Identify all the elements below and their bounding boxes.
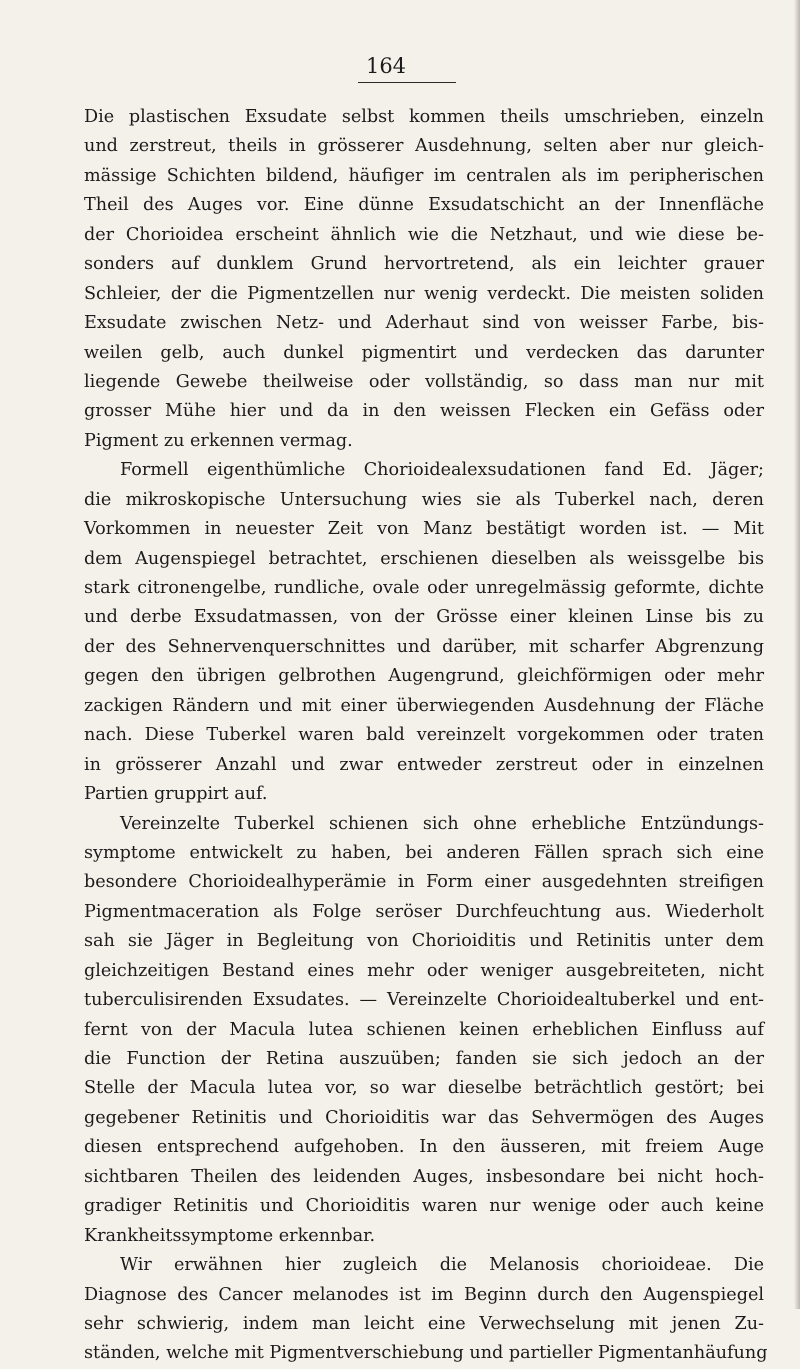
text-line: sah sie Jäger in Begleitung von Chorioiditis und Retinitis unter dem (84, 931, 764, 952)
page-number: 164 (365, 54, 407, 78)
text-line: Vereinzelte Tuberkel schienen sich ohne erhebliche Entzündungs- (120, 813, 764, 834)
text-line: dem Augenspiegel betrachtet, erschienen dieselben als weissgelbe bis (84, 548, 764, 569)
text-line: Stelle der Macula lutea vor, so war dieselbe beträchtlich gestört; bei (84, 1078, 764, 1099)
text-line: liegende Gewebe theilweise oder vollständig, so dass man nur mit (84, 371, 764, 392)
text-line: sehr schwierig, indem man leicht eine Verwechselung mit jenen Zu- (84, 1313, 764, 1334)
text-line: die Function der Retina auszuüben; fanden sie sich jedoch an der (84, 1049, 764, 1069)
text-line: weilen gelb, auch dunkel pigmentirt und verdecken das darunter (84, 342, 764, 363)
text-line: Partien gruppirt auf. (84, 784, 268, 805)
text-line: und derbe Exsudatmassen, von der Grösse einer kleinen Linse bis zu (84, 607, 764, 628)
text-line: zackigen Rändern und mit einer überwiegenden Ausdehnung der Fläche (84, 695, 764, 716)
text-line: der des Sehnervenquerschnittes und darüber, mit scharfer Abgrenzung (84, 636, 764, 657)
text-line: gleichzeitigen Bestand eines mehr oder weniger ausgebreiteten, nicht (84, 960, 764, 981)
text-line: ständen, welche mit Pigmentverschiebung und partieller Pigmentanhäufung (84, 1343, 768, 1364)
text-line: Schleier, der die Pigmentzellen nur wenig verdeckt. Die meisten soliden (84, 283, 764, 304)
text-line: Theil des Auges vor. Eine dünne Exsudatschicht an der Innenfläche (84, 195, 764, 216)
text-line: mässige Schichten bildend, häufiger im centralen als im peripherischen (84, 165, 764, 186)
text-line: gegen den übrigen gelbrothen Augengrund, gleichförmigen oder mehr (84, 666, 764, 687)
page-number-underline (358, 82, 456, 83)
text-line: in grösserer Anzahl und zwar entweder zerstreut oder in einzelnen (84, 754, 764, 775)
text-line: und zerstreut, theils in grösserer Ausdehnung, selten aber nur gleich- (84, 136, 764, 157)
text-line: sichtbaren Theilen des leidenden Auges, insbesondare bei nicht hoch- (84, 1166, 764, 1187)
text-line: nach. Diese Tuberkel waren bald vereinzelt vorgekommen oder traten (84, 725, 764, 746)
text-line: der Chorioidea erscheint ähnlich wie die Netzhaut, und wie diese be- (84, 224, 764, 245)
body-text (84, 103, 768, 1369)
text-line: Wir erwähnen hier zugleich die Melanosis chorioideae. Die (120, 1255, 764, 1276)
text-line: Krankheitssymptome erkennbar. (84, 1225, 376, 1246)
text-line: Exsudate zwischen Netz- und Aderhaut sind von weisser Farbe, bis- (84, 313, 764, 334)
text-line: die mikroskopische Untersuchung wies sie als Tuberkel nach, deren (84, 489, 764, 510)
text-line: tuberculisirenden Exsudates. — Vereinzelte Chorioidealtuberkel und ent- (84, 990, 764, 1011)
text-line: Formell eigenthümliche Chorioidealexsudationen fand Ed. Jäger; (120, 460, 764, 481)
page-edge-shadow (794, 0, 800, 1309)
text-line: Pigment zu erkennen vermag. (84, 430, 353, 451)
text-line: diesen entsprechend aufgehoben. In den äusseren, mit freiem Auge (84, 1137, 764, 1158)
text-line: grosser Mühe hier und da in den weissen Flecken ein Gefäss oder (84, 401, 764, 422)
text-line: fernt von der Macula lutea schienen keinen erheblichen Einfluss auf (84, 1019, 764, 1040)
text-line: Diagnose des Cancer melanodes ist im Beginn durch den Augenspiegel (84, 1284, 764, 1305)
text-line: gegebener Retinitis und Chorioiditis war das Sehvermögen des Auges (84, 1107, 764, 1128)
text-line: gradiger Retinitis und Chorioiditis waren nur wenige oder auch keine (84, 1196, 764, 1217)
text-line: sonders auf dunklem Grund hervortretend, als ein leichter grauer (84, 254, 764, 275)
text-line: besondere Chorioidealhyperämie in Form einer ausgedehnten streifigen (84, 872, 764, 893)
text-line: Vorkommen in neuester Zeit von Manz bestätigt worden ist. — Mit (84, 519, 764, 540)
text-line: stark citronengelbe, rundliche, ovale oder unregelmässig geformte, dichte (84, 578, 764, 598)
text-line: symptome entwickelt zu haben, bei anderen Fällen sprach sich eine (84, 842, 764, 863)
text-line: Pigmentmaceration als Folge seröser Durchfeuchtung aus. Wiederholt (84, 901, 764, 922)
text-line: Die plastischen Exsudate selbst kommen theils umschrieben, einzeln (84, 107, 764, 127)
